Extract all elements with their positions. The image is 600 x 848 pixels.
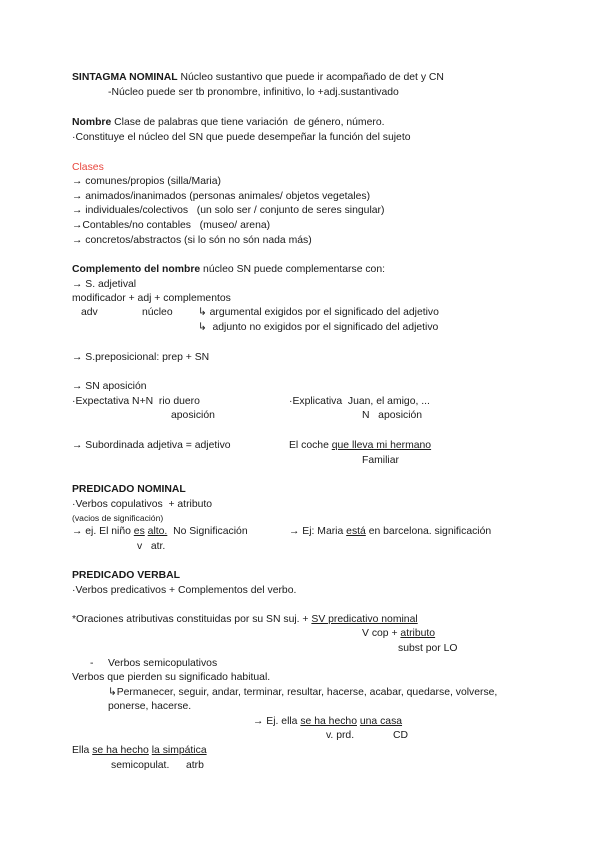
atributo: atributo bbox=[400, 628, 436, 639]
v-atr-label: v atr. bbox=[137, 541, 166, 552]
modificador-line: modificador + adj + complementos bbox=[72, 293, 231, 304]
preposicional-line: → S.preposicional: prep + SN bbox=[72, 352, 210, 363]
oraciones-line bbox=[72, 613, 418, 626]
verb-es: es bbox=[133, 526, 145, 537]
argumental-line: ↳ argumental exigidos por el significado del adjetivo bbox=[198, 307, 439, 318]
se-ha-hecho: se ha hecho bbox=[300, 716, 357, 727]
oraciones-text: *Oraciones atributivas constituidas por su SN suj. + bbox=[72, 614, 312, 625]
verbal-example-text: → Ej. ella bbox=[253, 716, 301, 727]
complemento-title: Complemento del nombre bbox=[72, 264, 201, 275]
nombre-desc: Clase de palabras que tiene variación de género, número. bbox=[111, 117, 385, 128]
la-simpatica: la simpática bbox=[151, 745, 207, 756]
complemento-line bbox=[72, 263, 385, 276]
nombre-title: Nombre bbox=[72, 117, 112, 128]
example2-text: → Ej: Maria bbox=[289, 526, 347, 537]
adv-label: adv bbox=[81, 307, 98, 318]
subordinada-line: → Subordinada adjetiva = adjetivo bbox=[72, 440, 231, 451]
nombre-line bbox=[72, 116, 384, 129]
significacion: en barcelona. significación bbox=[365, 526, 492, 537]
semicopulativos-heading: Verbos semicopulativos bbox=[108, 658, 218, 669]
atr-alto: alto. bbox=[147, 526, 168, 537]
coche-underlined: que lleva mi hermano bbox=[331, 440, 432, 451]
semicopulat-label: semicopulat. bbox=[111, 760, 170, 771]
sintagma-desc: Núcleo sustantivo que puede ir acompañado de det y CN bbox=[177, 72, 444, 83]
clases-item: → comunes/propios (silla/Maria) bbox=[72, 176, 221, 187]
vprd-label: v. prd. bbox=[326, 730, 355, 741]
coche-line bbox=[289, 439, 431, 452]
vcop-text: V cop + bbox=[362, 628, 401, 639]
clases-item: → individuales/colectivos (un solo ser / conjunto de seres singular) bbox=[72, 205, 385, 216]
nominal-example bbox=[72, 525, 248, 538]
cd-label: CD bbox=[393, 730, 409, 741]
clases-item: → animados/inanimados (personas animales/ objetos vegetales) bbox=[72, 191, 371, 202]
ella-line bbox=[72, 744, 207, 757]
sintagma-note: -Núcleo puede ser tb pronombre, infinitivo, lo +adj.sustantivado bbox=[108, 87, 399, 98]
familiar-label: Familiar bbox=[362, 455, 399, 466]
sintagma-title: SINTAGMA NOMINAL bbox=[72, 72, 178, 83]
clases-title: Clases bbox=[72, 162, 104, 173]
predicado-verbal-title: PREDICADO VERBAL bbox=[72, 570, 180, 581]
clases-item: →Contables/no contables (museo/ arena) bbox=[72, 220, 271, 231]
verb-list-2: ponerse, hacerse. bbox=[108, 701, 192, 712]
adjetival-heading: → S. adjetival bbox=[72, 279, 137, 290]
no-significacion: No Significación bbox=[167, 526, 248, 537]
clases-item: → concretos/abstractos (si lo són no són nada más) bbox=[72, 235, 312, 246]
sintagma-line bbox=[72, 71, 444, 84]
semicop-dash: - bbox=[90, 658, 94, 669]
expectativa-line: ·Expectativa N+N rio duero bbox=[72, 396, 200, 407]
pierden-line: Verbos que pierden su significado habitual. bbox=[72, 672, 271, 683]
nombre-note: ·Constituye el núcleo del SN que puede desempeñar la función del sujeto bbox=[72, 132, 411, 143]
atrb-label: atrb bbox=[186, 760, 204, 771]
vacios-line: (vacios de significación) bbox=[72, 513, 164, 523]
complemento-desc: núcleo SN puede complementarse con: bbox=[200, 264, 386, 275]
nucleo-label: núcleo bbox=[142, 307, 173, 318]
adjunto-line: ↳ adjunto no exigidos por el significado del adjetivo bbox=[198, 322, 439, 333]
nominal-example-2 bbox=[289, 525, 491, 538]
una-casa: una casa bbox=[359, 716, 403, 727]
n-aposicion-label: N aposición bbox=[362, 410, 423, 421]
nominal-example-text: → ej. El niño bbox=[72, 526, 134, 537]
sv-predicativo: SV predicativo nominal bbox=[311, 614, 418, 625]
verb-esta: está bbox=[346, 526, 366, 537]
aposicion-label: aposición bbox=[171, 410, 215, 421]
explicativa-line: ·Explicativa Juan, el amigo, ... bbox=[289, 396, 430, 407]
copulativos-line: ·Verbos copulativos + atributo bbox=[72, 499, 213, 510]
subst-label: subst por LO bbox=[398, 643, 458, 654]
ella-se-ha-hecho: se ha hecho bbox=[92, 745, 149, 756]
verb-list-1: ↳Permanecer, seguir, andar, terminar, resultar, hacerse, acabar, quedarse, volverse, bbox=[108, 687, 498, 698]
ella-text: Ella bbox=[72, 745, 93, 756]
aposicion-heading: → SN aposición bbox=[72, 381, 147, 392]
vcop-line bbox=[362, 627, 435, 640]
verbal-example bbox=[253, 715, 402, 728]
predicativos-line: ·Verbos predicativos + Complementos del verbo. bbox=[72, 585, 297, 596]
predicado-nominal-title: PREDICADO NOMINAL bbox=[72, 484, 186, 495]
coche-text: El coche bbox=[289, 440, 332, 451]
